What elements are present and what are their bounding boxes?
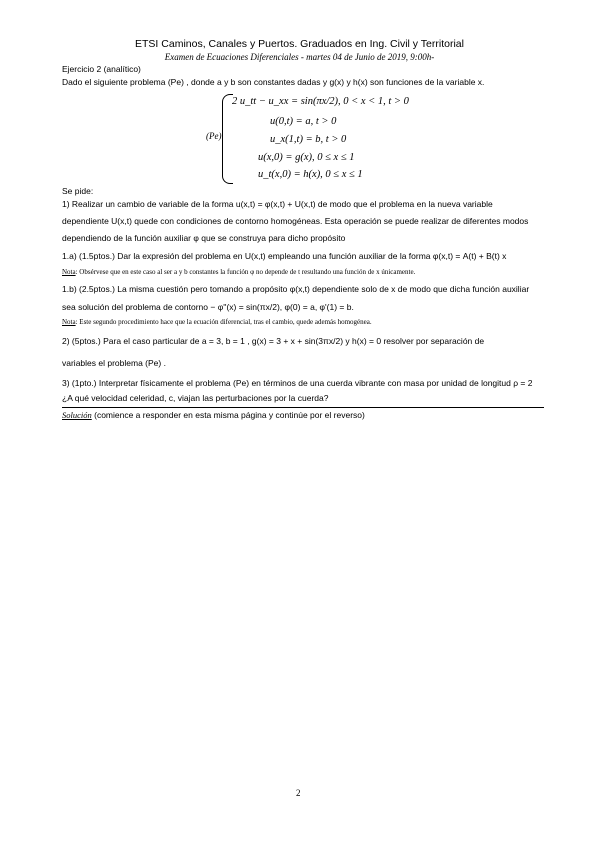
- equation-3: u_x(1,t) = b, t > 0: [270, 134, 347, 145]
- question-1b-cont: sea solución del problema de contorno − φ''(x) = sin(πx/2), φ(0) = a, φ'(1) = b.: [62, 302, 354, 312]
- question-1a-note: [62, 268, 415, 276]
- system-brace: [222, 94, 233, 184]
- note-text: : Obsérvese que en este caso al ser a y b constantes la función φ no depende de t resultando una función de x únicamente.: [75, 268, 416, 276]
- header-line2: Examen de Ecuaciones Diferenciales - martes 04 de Junio de 2019, 9:00h-: [164, 52, 435, 62]
- question-1b-note: [62, 318, 372, 326]
- exercise-title: Ejercicio 2 (analítico): [62, 64, 141, 74]
- question-3-cont: ¿A qué velocidad celeridad, c, viajan las perturbaciones por la cuerda?: [62, 393, 329, 403]
- equation-2: u(0,t) = a, t > 0: [270, 116, 337, 127]
- question-1-cont2: dependiendo de la función auxiliar φ que se construya para dicho propósito: [62, 233, 346, 243]
- question-1b: 1.b) (2.5ptos.) La misma cuestión pero tomando a propósito φ(x,t) dependiente solo de x de modo que dicha función auxiliar: [62, 284, 530, 294]
- note-label: Nota: [62, 268, 76, 276]
- se-pide: Se pide:: [62, 186, 94, 196]
- solution-text: (comience a responder en esta misma página y continúe por el reverso): [91, 410, 365, 420]
- question-2-cont: variables el problema (Pe) .: [62, 358, 166, 368]
- header-line1: ETSI Caminos, Canales y Puertos. Graduados en Ing. Civil y Territorial: [135, 38, 464, 50]
- equation-5: u_t(x,0) = h(x), 0 ≤ x ≤ 1: [258, 169, 363, 180]
- equation-4: u(x,0) = g(x), 0 ≤ x ≤ 1: [258, 152, 355, 163]
- page-number: 2: [296, 788, 301, 798]
- problem-label: (Pe): [206, 131, 222, 141]
- question-2: 2) (5ptos.) Para el caso particular de a = 3, b = 1 , g(x) = 3 + x + sin(3πx/2) y h(x) = 0 resolver por separación de: [62, 336, 485, 346]
- solution-label: Solución: [62, 410, 92, 420]
- question-1-cont: dependiente U(x,t) quede con condiciones de contorno homogéneas. Esta operación se puede realizar de diferentes modos: [62, 216, 529, 226]
- equation-1: 2 u_tt − u_xx = sin(πx/2), 0 < x < 1, t > 0: [232, 96, 409, 107]
- question-1a: 1.a) (1.5ptos.) Dar la expresión del problema en U(x,t) empleando una función auxiliar de la forma φ(x,t) = A(t) + B(t) x: [62, 251, 507, 261]
- question-1: 1) Realizar un cambio de variable de la forma u(x,t) = φ(x,t) + U(x,t) de modo que el problema en la nueva variable: [62, 199, 493, 209]
- note-text: : Este segundo procedimiento hace que la ecuación diferencial, tras el cambio, quede además homogénea.: [75, 318, 372, 326]
- solution-line: [62, 410, 365, 420]
- question-3: 3) (1pto.) Interpretar físicamente el problema (Pe) en términos de una cuerda vibrante con masa por unidad de longitud ρ = 2: [62, 378, 533, 388]
- note-label: Nota: [62, 318, 76, 326]
- divider: [62, 407, 544, 408]
- exercise-intro: Dado el siguiente problema (Pe) , donde a y b son constantes dadas y g(x) y h(x) son funciones de la variable x.: [62, 77, 485, 87]
